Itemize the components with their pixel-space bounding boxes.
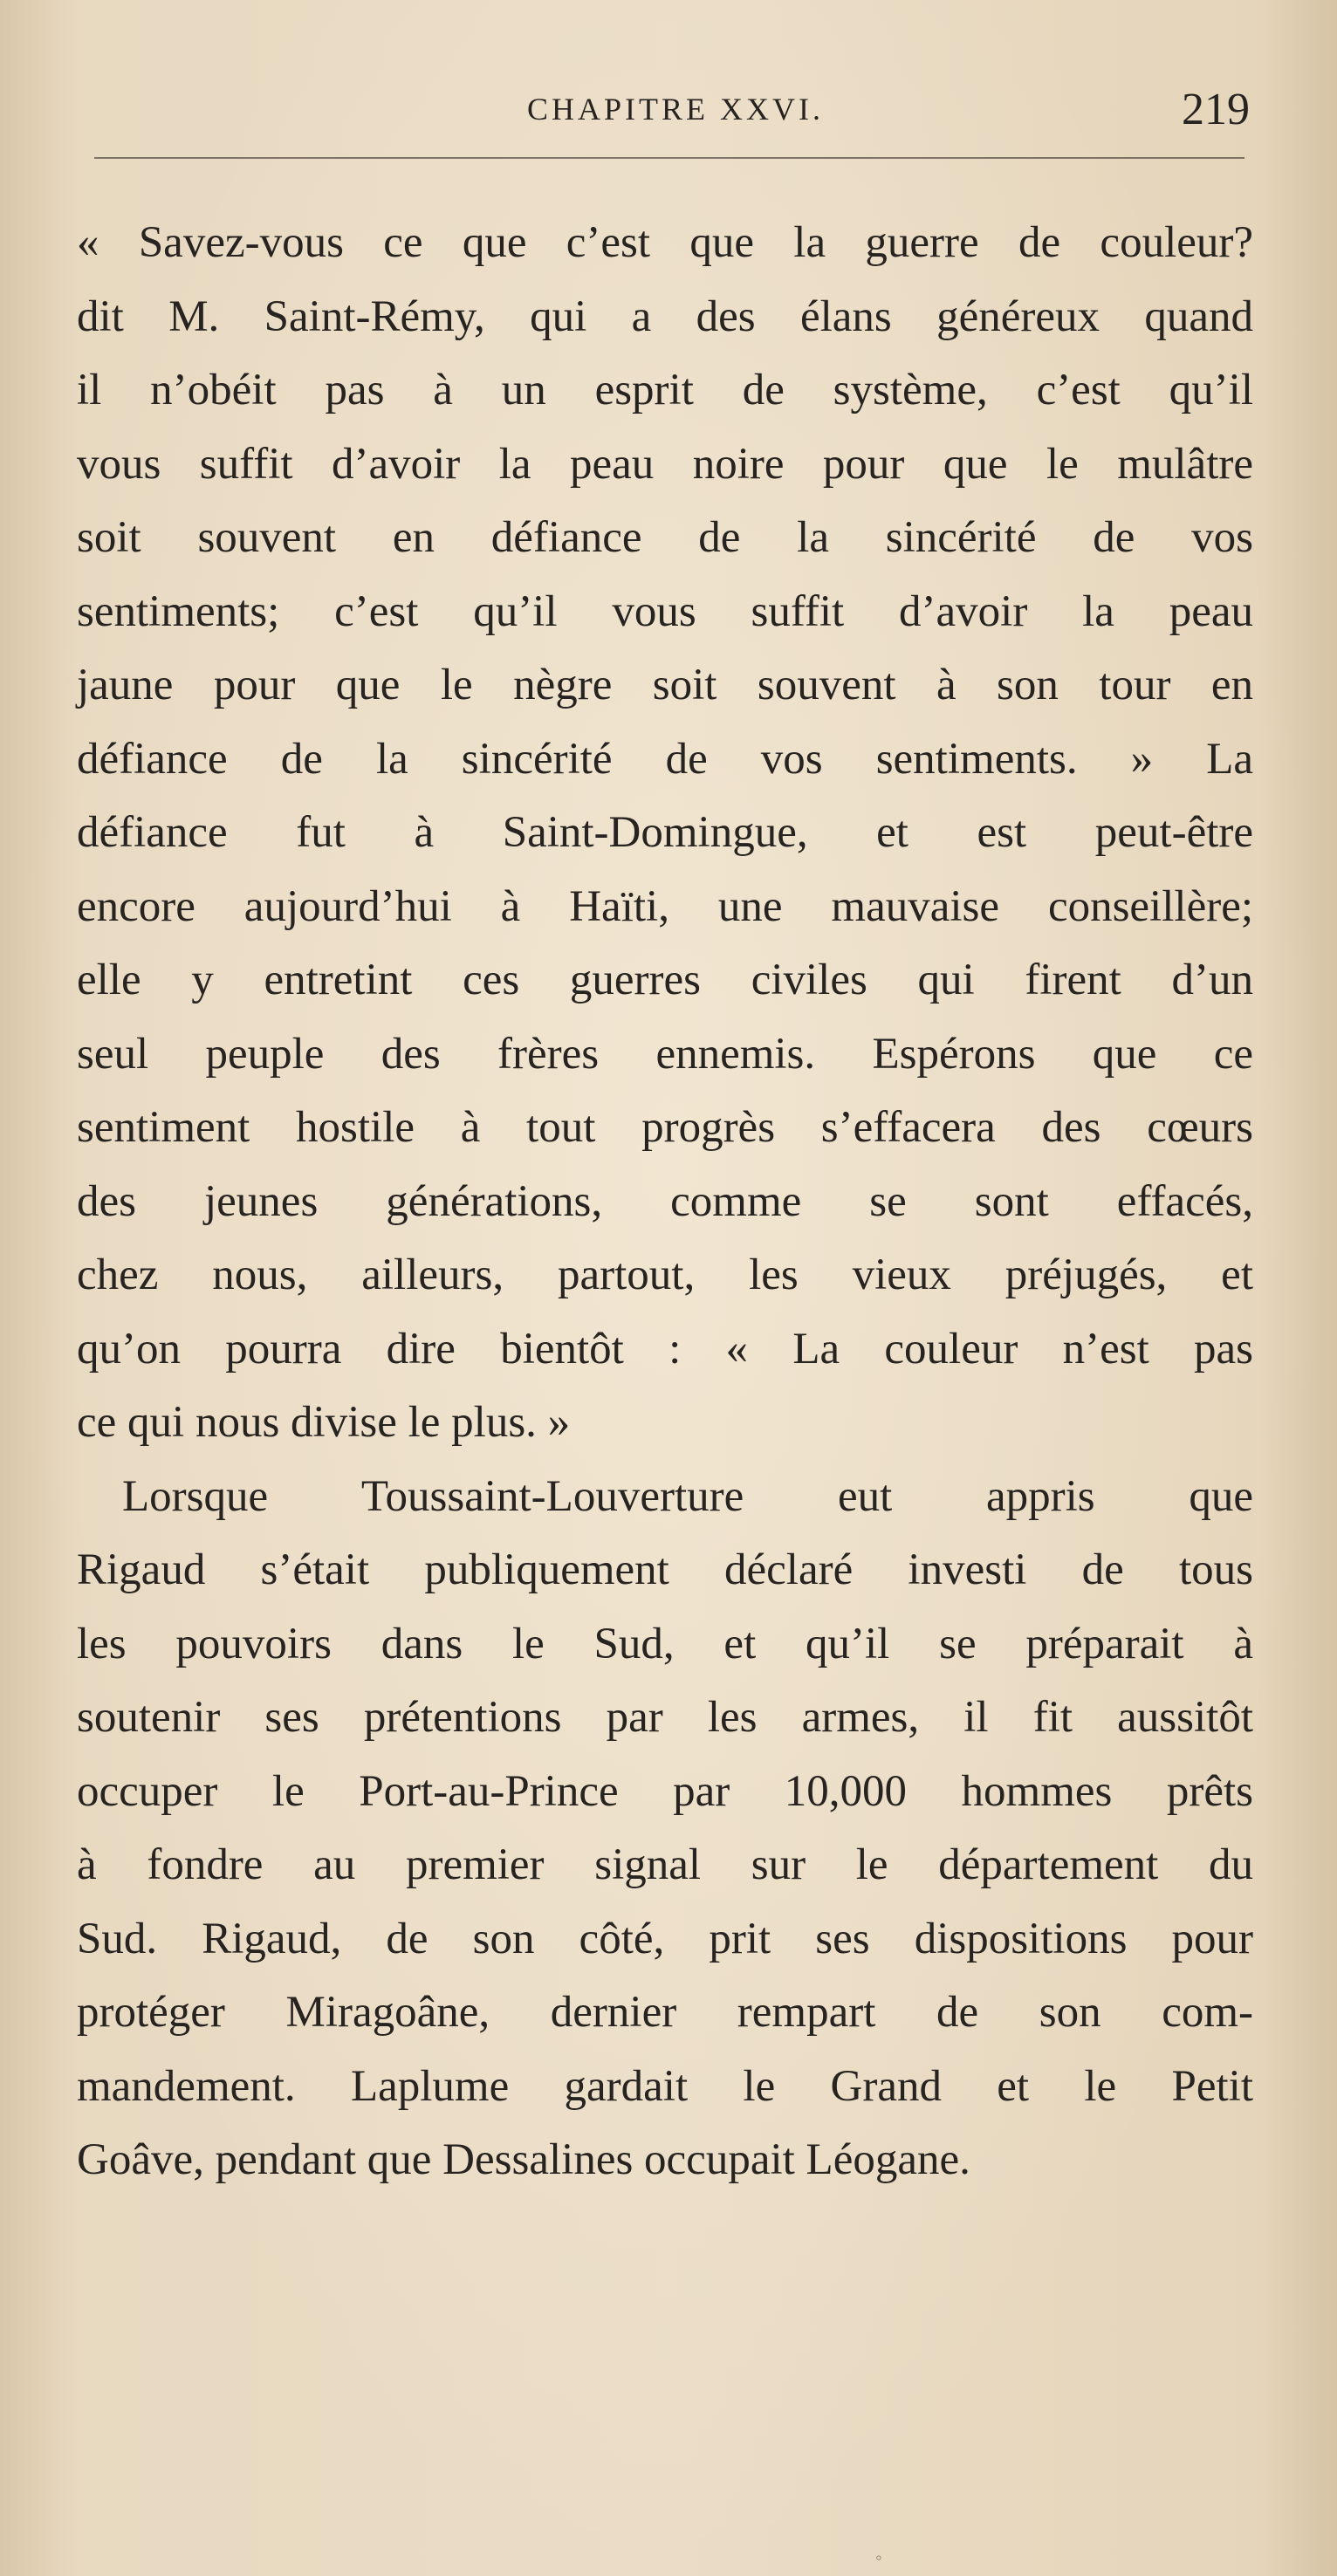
text-line: Lorsque Toussaint-Louverture eut appris que bbox=[122, 1471, 1253, 1521]
text-line: mandement. Laplume gardait le Grand et le Petit bbox=[77, 2061, 1253, 2111]
text-line: dit M. Saint-Rémy, qui a des élans généreux quand bbox=[77, 291, 1253, 341]
header-rule bbox=[94, 157, 1244, 159]
text-line: encore aujourd’hui à Haïti, une mauvaise conseillère; bbox=[77, 881, 1253, 931]
text-line: sentiment hostile à tout progrès s’effacera des cœurs bbox=[77, 1103, 1253, 1152]
text-line: Goâve, pendant que Dessalines occupait Léogane. bbox=[77, 2135, 970, 2184]
text-line: soutenir ses prétentions par les armes, il fit aussitôt bbox=[77, 1693, 1253, 1742]
body-text bbox=[77, 206, 1253, 2197]
text-line: il n’obéit pas à un esprit de système, c’est qu’il bbox=[77, 366, 1253, 414]
text-line: soit souvent en défiance de la sincérité de vos bbox=[77, 513, 1253, 562]
text-line: Rigaud s’était publiquement déclaré investi de tous bbox=[77, 1545, 1253, 1594]
text-line: Sud. Rigaud, de son côté, prit ses dispositions pour bbox=[77, 1914, 1253, 1963]
text-line: elle y entretint ces guerres civiles qui firent d’un bbox=[77, 956, 1253, 1004]
text-line: défiance de la sincérité de vos sentiments. » La bbox=[77, 734, 1253, 784]
running-header bbox=[80, 82, 1250, 143]
text-line: des jeunes générations, comme se sont effacés, bbox=[77, 1176, 1253, 1226]
text-line: sentiments; c’est qu’il vous suffit d’avoir la peau bbox=[77, 586, 1253, 636]
printer-mark-icon: ◦ bbox=[875, 2546, 882, 2568]
text-line: seul peuple des frères ennemis. Espérons que ce bbox=[77, 1029, 1253, 1079]
text-line: chez nous, ailleurs, partout, les vieux préjugés, et bbox=[77, 1250, 1253, 1299]
text-line: défiance fut à Saint-Domingue, et est peut-être bbox=[77, 808, 1253, 857]
text-line: protéger Miragoâne, dernier rempart de son com- bbox=[77, 1988, 1253, 2037]
text-line: à fondre au premier signal sur le département du bbox=[77, 1840, 1253, 1889]
text-line: occuper le Port-au-Prince par 10,000 hommes prêts bbox=[77, 1766, 1253, 1816]
page-number: 219 bbox=[1182, 85, 1250, 134]
text-line: jaune pour que le nègre soit souvent à son tour en bbox=[77, 661, 1253, 709]
text-line: « Savez-vous ce que c’est que la guerre de couleur? bbox=[77, 218, 1253, 267]
text-line: vous suffit d’avoir la peau noire pour que le mulâtre bbox=[77, 439, 1253, 489]
text-line: qu’on pourra dire bientôt : « La couleur n’est pas bbox=[77, 1324, 1253, 1374]
chapter-title: CHAPITRE XXVI. bbox=[527, 92, 824, 127]
text-line: les pouvoirs dans le Sud, et qu’il se préparait à bbox=[77, 1619, 1253, 1668]
text-line: ce qui nous divise le plus. » bbox=[77, 1398, 571, 1447]
